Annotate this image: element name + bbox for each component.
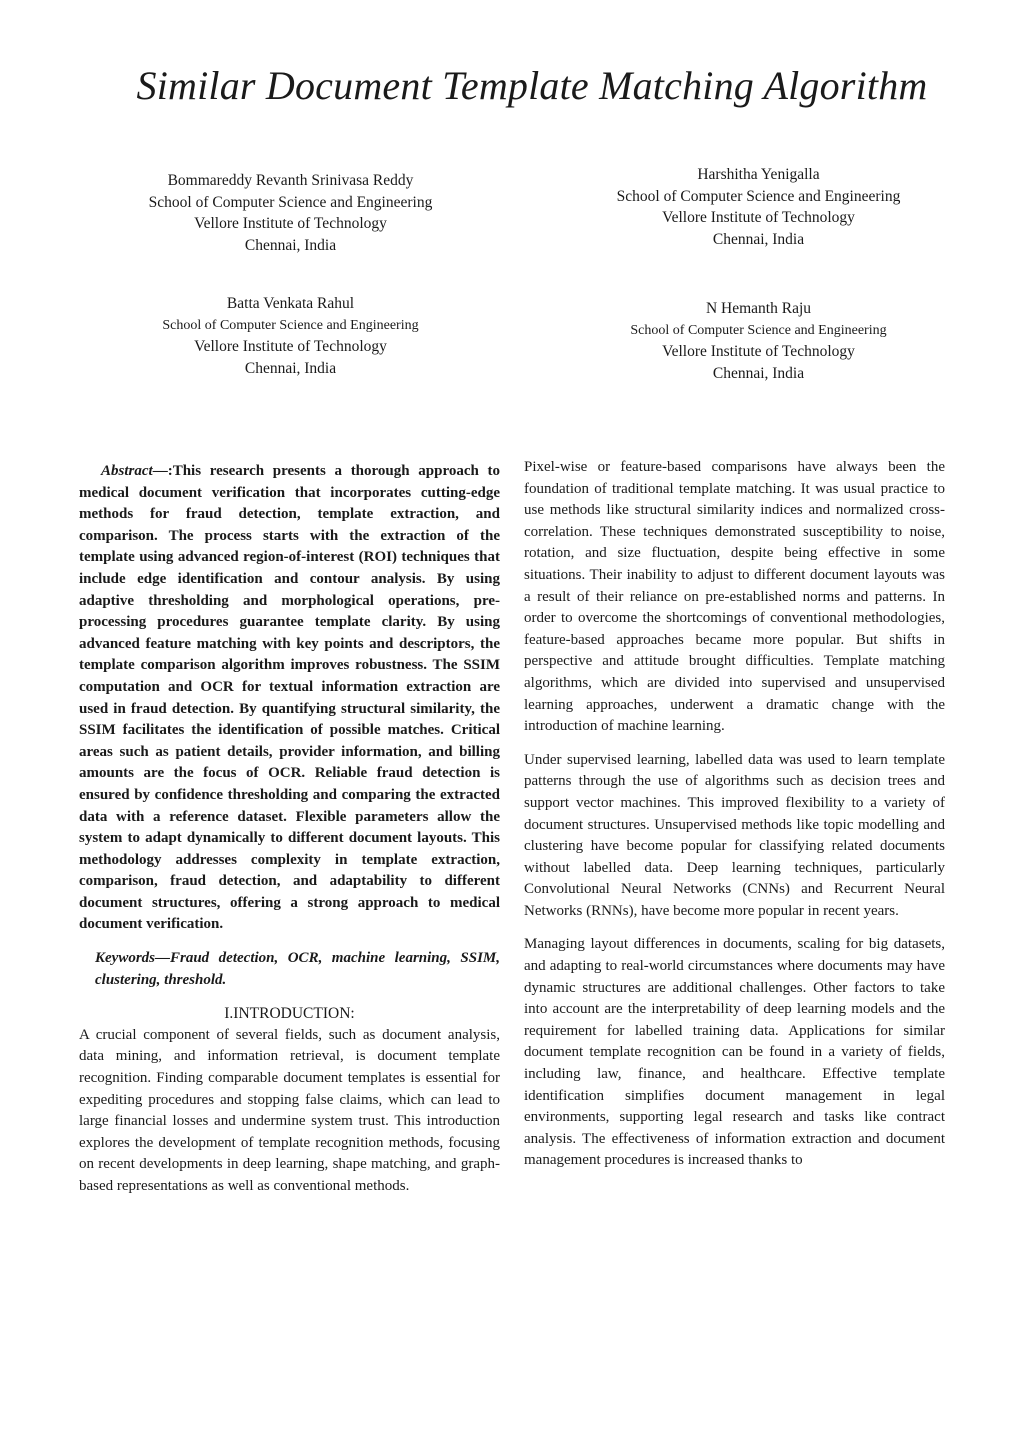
abstract-paragraph: [79, 461, 500, 936]
author-name: Harshitha Yenigalla: [697, 166, 820, 183]
section-heading-introduction: I.INTRODUCTION:: [224, 1005, 355, 1023]
body-paragraph: Managing layout differences in documents, scaling for big datasets, and adapting to real-world circumstances where documents may have dynamic structures are additional challenges. Other factors to take into account are the interpretability of deep learning models and the requirement for labelled training data. Applications for similar document template recognition can be found in a variety of fields, including law, finance, and healthcare. Effective template identification simplifies document management in legal environments, supporting legal research and tasks like contract analysis. The effectiveness of information extraction and document management procedures is increased thanks to: [524, 936, 945, 1169]
author-block-1: [80, 170, 501, 256]
author-institute: Vellore Institute of Technology: [662, 343, 855, 360]
body-paragraph: Pixel-wise or feature-based comparisons have always been the foundation of traditional template matching. It was usual practice to use methods like structural similarity indices and normalized cross-correlation. These techniques demonstrated susceptibility to noise, rotation, and size fluctuation, despite being effective in some situations. Their inability to adjust to different document layouts was a result of their reliance on pre-established norms and patterns. In order to overcome the shortcomings of conventional methodologies, feature-based approaches became more popular. But shifts in perspective and attitude brought difficulties. Template matching algorithms, which are divided into supervised and unsupervised learning approaches, underwent a dramatic change with the introduction of machine learning.: [524, 459, 945, 735]
author-location: Chennai, India: [712, 364, 805, 382]
abstract-dash: —:: [152, 463, 173, 479]
author-institute: Vellore Institute of Technology: [194, 215, 387, 232]
abstract-text: This research presents a thorough approach to medical document verification that incorporates cutting-edge methods for fraud detection, template extraction, and comparison. The process starts with the extraction of the template using advanced region-of-interest (ROI) techniques that include edge identification and contour analysis. By using adaptive thresholding and morphological operations, pre-processing procedures guarantee template clarity. By using advanced feature matching with key points and descriptors, the template comparison algorithm improves robustness. The SSIM computation and OCR for textual information extraction are used in fraud detection. By quantifying structural similarity, the SSIM facilitates the identification of possible matches. Critical areas such as patient details, provider information, and billing amounts are the focus of OCR. Reliable fraud detection is ensured by confidence thresholding and comparing the extracted data with a reference dataset. Flexible parameters allow the system to adapt dynamically to different document layouts. This methodology addresses complexity in template extraction, comparison, fraud detection, and adaptability to different document structures, offering a strong approach to medical document verification.: [79, 463, 500, 933]
author-institute: Vellore Institute of Technology: [194, 338, 387, 355]
author-location: Chennai, India: [712, 230, 805, 248]
keywords: Keywords—Fraud detection, OCR, machine learning, SSIM, clustering, threshold.: [95, 950, 500, 988]
author-location: Chennai, India: [244, 236, 337, 254]
author-school: School of Computer Science and Engineering: [630, 322, 887, 338]
author-school: School of Computer Science and Engineering: [162, 317, 419, 333]
author-block-4: [548, 298, 969, 384]
body-paragraph: Under supervised learning, labelled data was used to learn template patterns through the use of algorithms such as decision trees and support vector machines. This improved flexibility to a variety of document structures. Unsupervised methods like topic modelling and clustering have become popular for classifying related documents without labelled data. Deep learning techniques, particularly Convolutional Neural Networks (CNNs) and Recurrent Neural Networks (RNNs), have become more popular in recent years.: [524, 751, 945, 919]
author-institute: Vellore Institute of Technology: [662, 209, 855, 226]
paper-title: Similar Document Template Matching Algorithm: [136, 63, 928, 108]
author-school: School of Computer Science and Engineering: [616, 187, 901, 205]
abstract-label: Abstract: [101, 463, 153, 479]
author-block-3: [80, 293, 501, 379]
author-school: School of Computer Science and Engineering: [148, 193, 433, 211]
left-column: [79, 461, 500, 1198]
author-name: Bommareddy Revanth Srinivasa Reddy: [167, 172, 414, 189]
introduction-paragraph: A crucial component of several fields, such as document analysis, data mining, and information retrieval, is document template recognition. Finding comparable document templates is essential for expediting procedures and stopping false claims, which can lead to large financial losses and undermine system trust. This introduction explores the development of template recognition methods, focusing on recent developments in deep learning, shape matching, and graph-based representations as well as conventional methods.: [79, 1026, 500, 1194]
author-name: N Hemanth Raju: [705, 300, 812, 317]
author-location: Chennai, India: [244, 359, 337, 377]
author-name: Batta Venkata Rahul: [226, 295, 355, 312]
author-block-2: [548, 164, 969, 250]
right-column: [524, 457, 945, 1172]
